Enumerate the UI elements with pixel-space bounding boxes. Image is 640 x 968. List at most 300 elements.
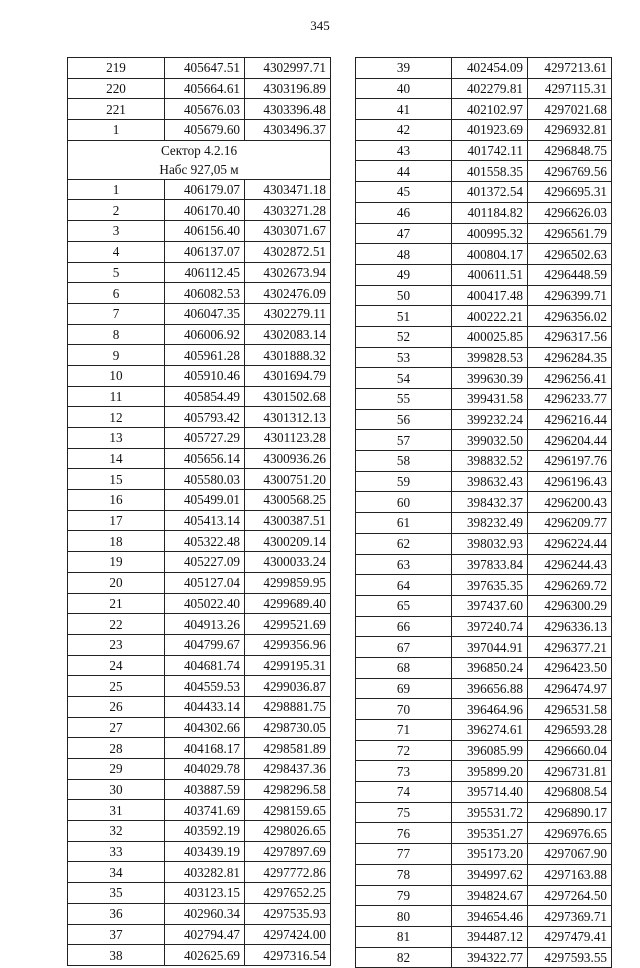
point-number-cell: 25	[68, 676, 165, 697]
y-coordinate-cell: 4296209.77	[528, 513, 612, 534]
x-coordinate-cell: 399232.24	[452, 409, 528, 430]
x-coordinate-cell: 405664.61	[165, 78, 245, 99]
x-coordinate-cell: 402625.69	[165, 945, 245, 966]
table-row	[356, 906, 612, 927]
table-row	[356, 699, 612, 720]
y-coordinate-cell: 4303396.48	[245, 99, 331, 120]
table-row	[68, 593, 331, 614]
x-coordinate-cell: 396274.61	[452, 720, 528, 741]
point-number-cell: 64	[356, 575, 452, 596]
table-row	[68, 821, 331, 842]
x-coordinate-cell: 401558.35	[452, 161, 528, 182]
table-row	[356, 761, 612, 782]
x-coordinate-cell: 395351.27	[452, 823, 528, 844]
x-coordinate-cell: 404433.14	[165, 696, 245, 717]
point-number-cell: 17	[68, 510, 165, 531]
table-row	[68, 800, 331, 821]
point-number-cell: 36	[68, 903, 165, 924]
table-row	[68, 945, 331, 966]
x-coordinate-cell: 395899.20	[452, 761, 528, 782]
table-row	[68, 283, 331, 304]
point-number-cell: 69	[356, 678, 452, 699]
x-coordinate-cell: 405656.14	[165, 448, 245, 469]
x-coordinate-cell: 400804.17	[452, 244, 528, 265]
x-coordinate-cell: 406082.53	[165, 283, 245, 304]
y-coordinate-cell: 4302083.14	[245, 324, 331, 345]
point-number-cell: 219	[68, 58, 165, 79]
table-row	[68, 448, 331, 469]
table-row	[68, 738, 331, 759]
point-number-cell: 34	[68, 862, 165, 883]
point-number-cell: 49	[356, 264, 452, 285]
x-coordinate-cell: 397833.84	[452, 554, 528, 575]
y-coordinate-cell: 4301123.28	[245, 428, 331, 449]
y-coordinate-cell: 4297593.55	[528, 947, 612, 968]
table-row	[356, 657, 612, 678]
table-row	[68, 58, 331, 79]
y-coordinate-cell: 4303196.89	[245, 78, 331, 99]
point-number-cell: 15	[68, 469, 165, 490]
y-coordinate-cell: 4296204.44	[528, 430, 612, 451]
y-coordinate-cell: 4299356.96	[245, 634, 331, 655]
y-coordinate-cell: 4296224.44	[528, 533, 612, 554]
sector-header	[68, 140, 331, 179]
x-coordinate-cell: 405647.51	[165, 58, 245, 79]
y-coordinate-cell: 4301888.32	[245, 345, 331, 366]
point-number-cell: 27	[68, 717, 165, 738]
table-row	[68, 572, 331, 593]
x-coordinate-cell: 398232.49	[452, 513, 528, 534]
point-number-cell: 1	[68, 179, 165, 200]
x-coordinate-cell: 403741.69	[165, 800, 245, 821]
x-coordinate-cell: 396464.96	[452, 699, 528, 720]
table-row	[356, 368, 612, 389]
x-coordinate-cell: 406179.07	[165, 179, 245, 200]
table-row	[68, 179, 331, 200]
point-number-cell: 78	[356, 864, 452, 885]
point-number-cell: 35	[68, 883, 165, 904]
table-row	[356, 99, 612, 120]
table-row	[68, 655, 331, 676]
sector-title: Сектор 4.2.16	[160, 142, 238, 158]
table-row	[356, 513, 612, 534]
coordinates-table-right	[355, 57, 612, 968]
y-coordinate-cell: 4297535.93	[245, 903, 331, 924]
table-row	[356, 802, 612, 823]
table-row	[356, 78, 612, 99]
table-row	[356, 389, 612, 410]
x-coordinate-cell: 394487.12	[452, 926, 528, 947]
point-number-cell: 54	[356, 368, 452, 389]
table-row	[356, 595, 612, 616]
table-row	[356, 451, 612, 472]
point-number-cell: 59	[356, 471, 452, 492]
table-row	[68, 490, 331, 511]
table-row	[68, 386, 331, 407]
table-row	[356, 58, 612, 79]
point-number-cell: 67	[356, 637, 452, 658]
x-coordinate-cell: 402454.09	[452, 58, 528, 79]
point-number-cell: 53	[356, 347, 452, 368]
x-coordinate-cell: 405322.48	[165, 531, 245, 552]
x-coordinate-cell: 395714.40	[452, 782, 528, 803]
point-number-cell: 29	[68, 759, 165, 780]
point-number-cell: 11	[68, 386, 165, 407]
x-coordinate-cell: 405127.04	[165, 572, 245, 593]
point-number-cell: 66	[356, 616, 452, 637]
point-number-cell: 10	[68, 365, 165, 386]
point-number-cell: 82	[356, 947, 452, 968]
x-coordinate-cell: 403887.59	[165, 779, 245, 800]
x-coordinate-cell: 401184.82	[452, 202, 528, 223]
table-row	[356, 264, 612, 285]
y-coordinate-cell: 4300568.25	[245, 490, 331, 511]
table-row	[68, 241, 331, 262]
y-coordinate-cell: 4298159.65	[245, 800, 331, 821]
point-number-cell: 56	[356, 409, 452, 430]
point-number-cell: 47	[356, 223, 452, 244]
point-number-cell: 61	[356, 513, 452, 534]
point-number-cell: 70	[356, 699, 452, 720]
point-number-cell: 4	[68, 241, 165, 262]
point-number-cell: 40	[356, 78, 452, 99]
table-row	[356, 844, 612, 865]
point-number-cell: 76	[356, 823, 452, 844]
x-coordinate-cell: 406137.07	[165, 241, 245, 262]
x-coordinate-cell: 405413.14	[165, 510, 245, 531]
table-row	[356, 575, 612, 596]
x-coordinate-cell: 398432.37	[452, 492, 528, 513]
table-row	[68, 510, 331, 531]
point-number-cell: 24	[68, 655, 165, 676]
point-number-cell: 51	[356, 306, 452, 327]
y-coordinate-cell: 4296848.75	[528, 140, 612, 161]
y-coordinate-cell: 4298026.65	[245, 821, 331, 842]
y-coordinate-cell: 4296336.13	[528, 616, 612, 637]
y-coordinate-cell: 4299195.31	[245, 655, 331, 676]
table-row	[68, 676, 331, 697]
table-row	[68, 78, 331, 99]
point-number-cell: 73	[356, 761, 452, 782]
table-row	[68, 262, 331, 283]
point-number-cell: 7	[68, 303, 165, 324]
point-number-cell: 12	[68, 407, 165, 428]
y-coordinate-cell: 4298437.36	[245, 759, 331, 780]
point-number-cell: 58	[356, 451, 452, 472]
y-coordinate-cell: 4296695.31	[528, 182, 612, 203]
x-coordinate-cell: 401742.11	[452, 140, 528, 161]
table-row	[68, 221, 331, 242]
y-coordinate-cell: 4296399.71	[528, 285, 612, 306]
table-row	[356, 409, 612, 430]
x-coordinate-cell: 405910.46	[165, 365, 245, 386]
y-coordinate-cell: 4296660.04	[528, 740, 612, 761]
x-coordinate-cell: 403282.81	[165, 862, 245, 883]
y-coordinate-cell: 4296317.56	[528, 326, 612, 347]
point-number-cell: 19	[68, 552, 165, 573]
point-number-cell: 20	[68, 572, 165, 593]
x-coordinate-cell: 401923.69	[452, 120, 528, 141]
y-coordinate-cell: 4297772.86	[245, 862, 331, 883]
x-coordinate-cell: 405793.42	[165, 407, 245, 428]
x-coordinate-cell: 406006.92	[165, 324, 245, 345]
table-row	[68, 407, 331, 428]
point-number-cell: 57	[356, 430, 452, 451]
point-number-cell: 32	[68, 821, 165, 842]
y-coordinate-cell: 4296474.97	[528, 678, 612, 699]
y-coordinate-cell: 4297479.41	[528, 926, 612, 947]
point-number-cell: 28	[68, 738, 165, 759]
point-number-cell: 50	[356, 285, 452, 306]
x-coordinate-cell: 399828.53	[452, 347, 528, 368]
y-coordinate-cell: 4296593.28	[528, 720, 612, 741]
table-row	[68, 779, 331, 800]
y-coordinate-cell: 4297021.68	[528, 99, 612, 120]
point-number-cell: 18	[68, 531, 165, 552]
point-number-cell: 46	[356, 202, 452, 223]
y-coordinate-cell: 4297264.50	[528, 885, 612, 906]
table-row	[356, 223, 612, 244]
y-coordinate-cell: 4298881.75	[245, 696, 331, 717]
x-coordinate-cell: 397635.35	[452, 575, 528, 596]
y-coordinate-cell: 4296731.81	[528, 761, 612, 782]
point-number-cell: 41	[356, 99, 452, 120]
sector-subtitle: Набс 927,05 м	[159, 161, 239, 177]
x-coordinate-cell: 404029.78	[165, 759, 245, 780]
x-coordinate-cell: 405961.28	[165, 345, 245, 366]
y-coordinate-cell: 4299521.69	[245, 614, 331, 635]
point-number-cell: 26	[68, 696, 165, 717]
y-coordinate-cell: 4298730.05	[245, 717, 331, 738]
table-row	[68, 717, 331, 738]
y-coordinate-cell: 4296423.50	[528, 657, 612, 678]
table-row	[68, 324, 331, 345]
point-number-cell: 43	[356, 140, 452, 161]
y-coordinate-cell: 4296561.79	[528, 223, 612, 244]
x-coordinate-cell: 404168.17	[165, 738, 245, 759]
table-row	[356, 202, 612, 223]
y-coordinate-cell: 4299689.40	[245, 593, 331, 614]
point-number-cell: 60	[356, 492, 452, 513]
table-row	[68, 120, 331, 141]
x-coordinate-cell: 405727.29	[165, 428, 245, 449]
table-row	[356, 885, 612, 906]
y-coordinate-cell: 4296890.17	[528, 802, 612, 823]
x-coordinate-cell: 403123.15	[165, 883, 245, 904]
table-row	[68, 862, 331, 883]
point-number-cell: 39	[356, 58, 452, 79]
point-number-cell: 1	[68, 120, 165, 141]
y-coordinate-cell: 4296269.72	[528, 575, 612, 596]
point-number-cell: 63	[356, 554, 452, 575]
table-row	[356, 430, 612, 451]
table-row	[356, 471, 612, 492]
table-row	[356, 823, 612, 844]
table-row	[356, 140, 612, 161]
x-coordinate-cell: 405854.49	[165, 386, 245, 407]
y-coordinate-cell: 4297652.25	[245, 883, 331, 904]
point-number-cell: 5	[68, 262, 165, 283]
point-number-cell: 33	[68, 841, 165, 862]
table-row	[356, 864, 612, 885]
table-row	[68, 469, 331, 490]
y-coordinate-cell: 4297163.88	[528, 864, 612, 885]
y-coordinate-cell: 4296284.35	[528, 347, 612, 368]
table-row	[68, 634, 331, 655]
point-number-cell: 9	[68, 345, 165, 366]
x-coordinate-cell: 397437.60	[452, 595, 528, 616]
x-coordinate-cell: 404913.26	[165, 614, 245, 635]
point-number-cell: 22	[68, 614, 165, 635]
table-row	[68, 531, 331, 552]
x-coordinate-cell: 394322.77	[452, 947, 528, 968]
table-row	[356, 326, 612, 347]
table-row	[356, 782, 612, 803]
table-row	[68, 200, 331, 221]
point-number-cell: 3	[68, 221, 165, 242]
y-coordinate-cell: 4296626.03	[528, 202, 612, 223]
x-coordinate-cell: 405227.09	[165, 552, 245, 573]
point-number-cell: 65	[356, 595, 452, 616]
y-coordinate-cell: 4296448.59	[528, 264, 612, 285]
x-coordinate-cell: 394997.62	[452, 864, 528, 885]
y-coordinate-cell: 4301694.79	[245, 365, 331, 386]
x-coordinate-cell: 404681.74	[165, 655, 245, 676]
table-row	[356, 285, 612, 306]
point-number-cell: 52	[356, 326, 452, 347]
x-coordinate-cell: 404799.67	[165, 634, 245, 655]
y-coordinate-cell: 4297213.61	[528, 58, 612, 79]
table-row	[68, 903, 331, 924]
x-coordinate-cell: 405676.03	[165, 99, 245, 120]
y-coordinate-cell: 4297115.31	[528, 78, 612, 99]
x-coordinate-cell: 406170.40	[165, 200, 245, 221]
y-coordinate-cell: 4296502.63	[528, 244, 612, 265]
table-row	[68, 696, 331, 717]
table-row	[68, 552, 331, 573]
point-number-cell: 37	[68, 924, 165, 945]
point-number-cell: 55	[356, 389, 452, 410]
table-row	[356, 120, 612, 141]
x-coordinate-cell: 398832.52	[452, 451, 528, 472]
y-coordinate-cell: 4302997.71	[245, 58, 331, 79]
y-coordinate-cell: 4297067.90	[528, 844, 612, 865]
x-coordinate-cell: 403439.19	[165, 841, 245, 862]
table-row	[68, 428, 331, 449]
point-number-cell: 38	[68, 945, 165, 966]
y-coordinate-cell: 4303271.28	[245, 200, 331, 221]
y-coordinate-cell: 4296808.54	[528, 782, 612, 803]
x-coordinate-cell: 395173.20	[452, 844, 528, 865]
x-coordinate-cell: 398632.43	[452, 471, 528, 492]
x-coordinate-cell: 400611.51	[452, 264, 528, 285]
table-row	[68, 303, 331, 324]
y-coordinate-cell: 4300751.20	[245, 469, 331, 490]
x-coordinate-cell: 405679.60	[165, 120, 245, 141]
table-row	[356, 554, 612, 575]
x-coordinate-cell: 402794.47	[165, 924, 245, 945]
point-number-cell: 221	[68, 99, 165, 120]
point-number-cell: 68	[356, 657, 452, 678]
point-number-cell: 31	[68, 800, 165, 821]
y-coordinate-cell: 4296200.43	[528, 492, 612, 513]
y-coordinate-cell: 4299859.95	[245, 572, 331, 593]
x-coordinate-cell: 405022.40	[165, 593, 245, 614]
y-coordinate-cell: 4297897.69	[245, 841, 331, 862]
y-coordinate-cell: 4302476.09	[245, 283, 331, 304]
point-number-cell: 79	[356, 885, 452, 906]
table-row	[356, 678, 612, 699]
coordinates-table-left	[67, 57, 331, 966]
point-number-cell: 80	[356, 906, 452, 927]
table-row	[356, 947, 612, 968]
x-coordinate-cell: 405580.03	[165, 469, 245, 490]
table-row	[356, 533, 612, 554]
y-coordinate-cell: 4296244.43	[528, 554, 612, 575]
x-coordinate-cell: 394654.46	[452, 906, 528, 927]
table-row	[68, 924, 331, 945]
table-row	[356, 492, 612, 513]
x-coordinate-cell: 404302.66	[165, 717, 245, 738]
point-number-cell: 77	[356, 844, 452, 865]
table-row	[356, 347, 612, 368]
point-number-cell: 71	[356, 720, 452, 741]
x-coordinate-cell: 398032.93	[452, 533, 528, 554]
y-coordinate-cell: 4301312.13	[245, 407, 331, 428]
point-number-cell: 44	[356, 161, 452, 182]
y-coordinate-cell: 4302872.51	[245, 241, 331, 262]
table-row	[68, 365, 331, 386]
x-coordinate-cell: 400025.85	[452, 326, 528, 347]
y-coordinate-cell: 4300387.51	[245, 510, 331, 531]
point-number-cell: 8	[68, 324, 165, 345]
y-coordinate-cell: 4296216.44	[528, 409, 612, 430]
x-coordinate-cell: 394824.67	[452, 885, 528, 906]
y-coordinate-cell: 4303496.37	[245, 120, 331, 141]
table-row	[68, 99, 331, 120]
point-number-cell: 45	[356, 182, 452, 203]
y-coordinate-cell: 4296531.58	[528, 699, 612, 720]
y-coordinate-cell: 4296356.02	[528, 306, 612, 327]
point-number-cell: 220	[68, 78, 165, 99]
x-coordinate-cell: 396085.99	[452, 740, 528, 761]
x-coordinate-cell: 399431.58	[452, 389, 528, 410]
page-number: 345	[310, 18, 330, 33]
table-row	[356, 720, 612, 741]
y-coordinate-cell: 4302279.11	[245, 303, 331, 324]
point-number-cell: 2	[68, 200, 165, 221]
y-coordinate-cell: 4296932.81	[528, 120, 612, 141]
x-coordinate-cell: 396656.88	[452, 678, 528, 699]
x-coordinate-cell: 406156.40	[165, 221, 245, 242]
y-coordinate-cell: 4303071.67	[245, 221, 331, 242]
y-coordinate-cell: 4296233.77	[528, 389, 612, 410]
y-coordinate-cell: 4296976.65	[528, 823, 612, 844]
x-coordinate-cell: 405499.01	[165, 490, 245, 511]
y-coordinate-cell: 4296256.41	[528, 368, 612, 389]
table-row	[356, 244, 612, 265]
x-coordinate-cell: 400995.32	[452, 223, 528, 244]
y-coordinate-cell: 4300033.24	[245, 552, 331, 573]
table-row	[68, 759, 331, 780]
y-coordinate-cell: 4301502.68	[245, 386, 331, 407]
y-coordinate-cell: 4296300.29	[528, 595, 612, 616]
y-coordinate-cell: 4296377.21	[528, 637, 612, 658]
point-number-cell: 23	[68, 634, 165, 655]
point-number-cell: 74	[356, 782, 452, 803]
y-coordinate-cell: 4297316.54	[245, 945, 331, 966]
y-coordinate-cell: 4297424.00	[245, 924, 331, 945]
